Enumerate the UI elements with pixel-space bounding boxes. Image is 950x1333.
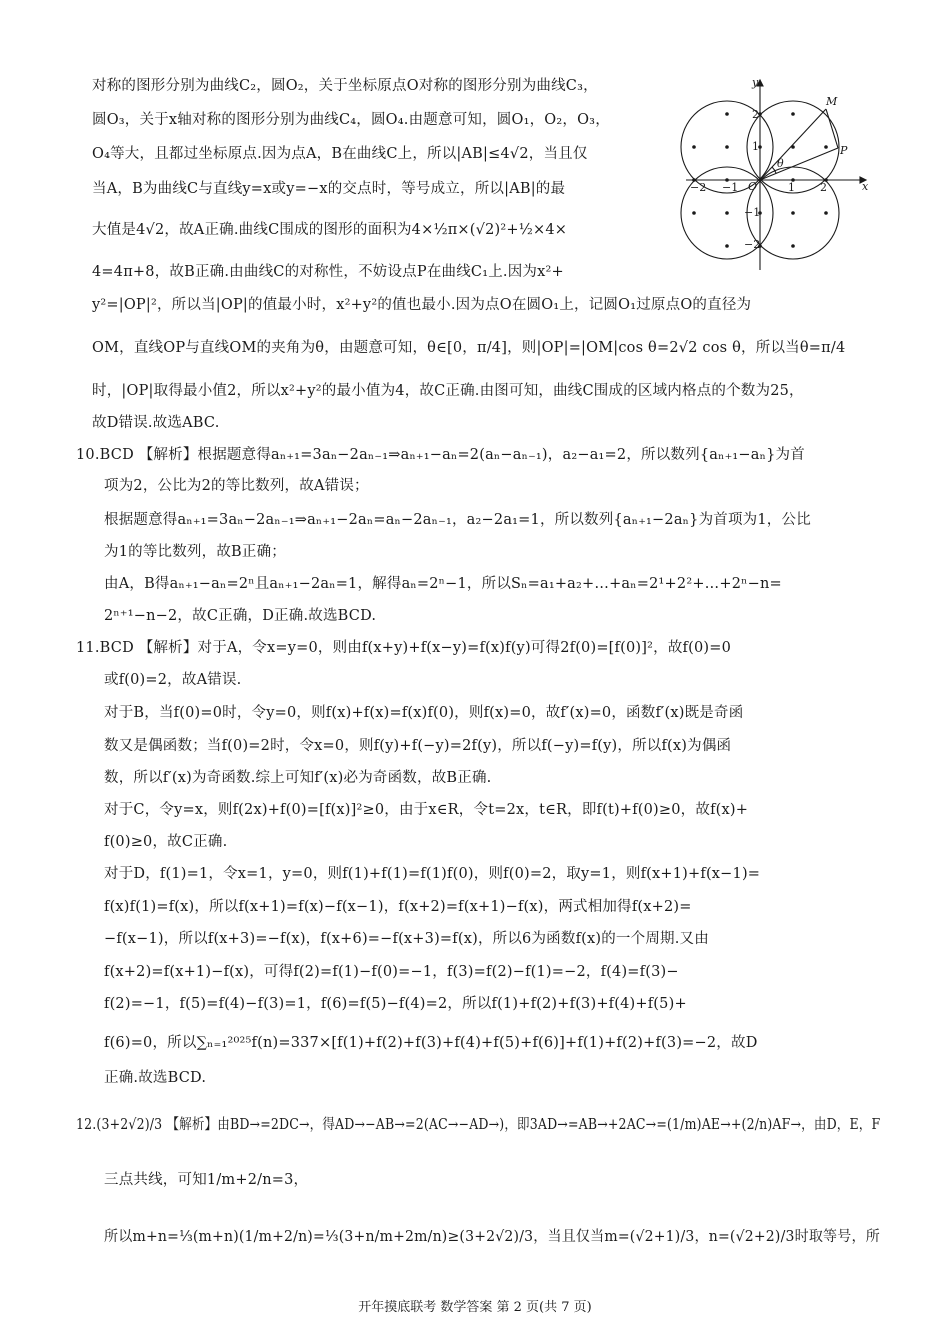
text-line: 数，所以f′(x)为奇函数.综上可知f′(x)必为奇函数，故B正确.	[104, 770, 492, 786]
label-y: y	[752, 76, 759, 89]
label-theta: θ	[777, 157, 784, 170]
text-line: 对于C，令y=x，则f(2x)+f(0)=[f(x)]²≥0，由于x∈R，令t=2x，t∈R，即f(t)+f(0)≥0，故f(x)+	[104, 802, 749, 818]
text-line: 所以m+n=⅓(m+n)(1/m+2/n)=⅓(3+n/m+2m/n)≥(3+2√2)/3，当且仅当m=(√2+1)/3，n=(√2+2)/3时取等号，所	[104, 1229, 880, 1245]
q10-line: 10.BCD 【解析】根据题意得aₙ₊₁=3aₙ−2aₙ₋₁⇒aₙ₊₁−aₙ=2(aₙ−aₙ₋₁)，a₂−a₁=2，所以数列{aₙ₊₁−aₙ}为首	[76, 447, 805, 463]
text-line: 数又是偶函数；当f(0)=2时，令x=0，则f(y)+f(−y)=2f(y)，所以f(−y)=f(y)，所以f(x)为偶函	[104, 738, 732, 754]
text-line: 当A，B为曲线C与直线y=x或y=−x的交点时，等号成立，所以|AB|的最	[92, 181, 566, 197]
text-line: f(x)f(1)=f(x)，所以f(x+1)=f(x)−f(x−1)，f(x+2)=f(x+1)−f(x)，两式相加得f(x+2)=	[104, 899, 692, 915]
tick-x-1: 1	[788, 181, 795, 194]
text-line: 三点共线，可知1/m+2/n=3，	[104, 1172, 309, 1188]
tick-x-neg1: −1	[722, 181, 739, 194]
label-o: O	[748, 180, 758, 193]
q12-line: 12.(3+2√2)/3 【解析】由BD→=2DC→，得AD→−AB→=2(AC→−AD→)，即3AD→=AB→+2AC→=(1/m)AE→+(2/n)AF→，由D，E，F	[76, 1117, 881, 1133]
page-footer: 开年摸底联考 数学答案 第 2 页(共 7 页)	[358, 1300, 592, 1315]
label-m: M	[826, 95, 838, 108]
tick-y-neg2: −2	[744, 238, 761, 251]
text-line: 2ⁿ⁺¹−n−2，故C正确，D正确.故选BCD.	[104, 608, 377, 624]
tick-y-2: 2	[752, 108, 759, 121]
text-line: 时，|OP|取得最小值2，所以x²+y²的最小值为4，故C正确.由图可知，曲线C围成的区域内格点的个数为25，	[92, 383, 804, 399]
text-line: 对于B，当f(0)=0时，令y=0，则f(x)+f(x)=f(x)f(0)，则f(x)=0，故f′(x)=0，函数f′(x)既是奇函	[104, 705, 744, 721]
segment-op	[760, 148, 838, 180]
q11-line: 11.BCD 【解析】对于A，令x=y=0，则由f(x+y)+f(x−y)=f(x)f(y)可得2f(0)=[f(0)]²，故f(0)=0	[76, 640, 731, 656]
text-line: 为1的等比数列，故B正确；	[104, 544, 286, 560]
text-line: y²=|OP|²，所以当|OP|的值最小时，x²+y²的值也最小.因为点O在圆O₁上，记圆O₁过原点O的直径为	[92, 297, 752, 313]
text-line: 对称的图形分别为曲线C₂，圆O₂，关于坐标原点O对称的图形分别为曲线C₃，	[92, 78, 598, 94]
text-line: f(x+2)=f(x+1)−f(x)，可得f(2)=f(1)−f(0)=−1，f(3)=f(2)−f(1)=−2，f(4)=f(3)−	[104, 964, 679, 980]
tick-y-1: 1	[752, 140, 759, 153]
tick-x-2: 2	[820, 181, 827, 194]
text-line: 故D错误.故选ABC.	[92, 415, 220, 431]
text-line: 或f(0)=2，故A错误.	[104, 672, 242, 688]
text-line: 对于D，f(1)=1，令x=1，y=0，则f(1)+f(1)=f(1)f(0)，则f(0)=2，取y=1，则f(x+1)+f(x−1)=	[104, 866, 761, 882]
circles-figure	[676, 74, 876, 274]
text-line: f(0)≥0，故C正确.	[104, 834, 228, 850]
text-line: 大值是4√2，故A正确.曲线C围成的图形的面积为4×½π×(√2)²+½×4×	[92, 222, 568, 238]
text-line: 正确.故选BCD.	[104, 1070, 207, 1086]
tick-y-neg1: −1	[744, 206, 761, 219]
tick-x-neg2: −2	[690, 181, 707, 194]
segment-mp	[826, 109, 838, 148]
label-x: x	[862, 180, 869, 193]
text-line: 项为2，公比为2的等比数列，故A错误；	[104, 478, 369, 494]
text-line: OM，直线OP与直线OM的夹角为θ，由题意可知，θ∈[0，π/4]，则|OP|=|OM|cos θ=2√2 cos θ，所以当θ=π/4	[92, 340, 846, 356]
text-line: f(2)=−1，f(5)=f(4)−f(3)=1，f(6)=f(5)−f(4)=2，所以f(1)+f(2)+f(3)+f(4)+f(5)+	[104, 996, 687, 1012]
text-line: 根据题意得aₙ₊₁=3aₙ−2aₙ₋₁⇒aₙ₊₁−2aₙ=aₙ−2aₙ₋₁，a₂−2a₁=1，所以数列{aₙ₊₁−2aₙ}为首项为1，公比	[104, 512, 811, 528]
label-p: P	[840, 144, 848, 157]
text-line: f(6)=0，所以∑ₙ₌₁²⁰²⁵f(n)=337×[f(1)+f(2)+f(3)+f(4)+f(5)+f(6)]+f(1)+f(2)+f(3)=−2，故D	[104, 1035, 758, 1051]
text-line: 由A，B得aₙ₊₁−aₙ=2ⁿ且aₙ₊₁−2aₙ=1，解得aₙ=2ⁿ−1，所以Sₙ=a₁+a₂+…+aₙ=2¹+2²+…+2ⁿ−n=	[104, 576, 782, 592]
text-line: O₄等大，且都过坐标原点.因为点A，B在曲线C上，所以|AB|≤4√2，当且仅	[92, 146, 588, 162]
text-line: 4=4π+8，故B正确.由曲线C的对称性，不妨设点P在曲线C₁上.因为x²+	[92, 264, 564, 280]
text-line: 圆O₃，关于x轴对称的图形分别为曲线C₄，圆O₄.由题意可知，圆O₁，O₂，O₃，	[92, 112, 610, 128]
segment-om	[760, 109, 826, 180]
text-line: −f(x−1)，所以f(x+3)=−f(x)，f(x+6)=−f(x+3)=f(x)，所以6为函数f(x)的一个周期.又由	[104, 931, 709, 947]
